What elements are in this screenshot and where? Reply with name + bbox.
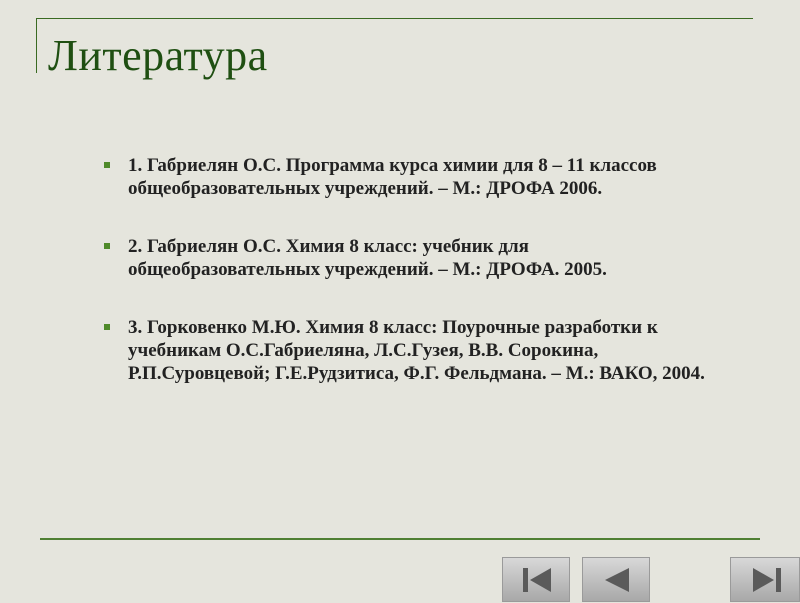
reference-list	[104, 154, 724, 420]
last-slide-icon	[731, 558, 800, 603]
first-slide-button[interactable]	[502, 557, 570, 602]
reference-item	[104, 235, 724, 281]
first-slide-icon	[503, 558, 571, 603]
reference-text: 1. Габриелян О.С. Программа курса химии для 8 – 11 классов общеобразовательных учреждений. – М.: ДРОФА 2006.	[128, 155, 657, 199]
reference-item	[104, 154, 724, 200]
bullet-icon	[104, 324, 110, 330]
bullet-icon	[104, 243, 110, 249]
reference-item	[104, 316, 724, 385]
frame-bottom-line	[40, 538, 760, 540]
frame-top-line	[36, 18, 753, 19]
last-slide-button[interactable]	[730, 557, 800, 602]
reference-text: 3. Горковенко М.Ю. Химия 8 класс: Поурочные разработки к учебникам О.С.Габриеляна, Л.С.Гузея, В.В. Сорокина, Р.П.Суровцевой; Г.Е.Рудзитиса, Ф.Г. Фельдмана. – М.: ВАКО, 2004.	[128, 317, 705, 384]
frame-left-line	[36, 18, 37, 73]
reference-text: 2. Габриелян О.С. Химия 8 класс: учебник для общеобразовательных учреждений. – М.: ДРОФА. 2005.	[128, 236, 607, 280]
previous-slide-icon	[583, 558, 651, 603]
slide-title: Литература	[48, 31, 268, 80]
bullet-icon	[104, 162, 110, 168]
previous-slide-button[interactable]	[582, 557, 650, 602]
